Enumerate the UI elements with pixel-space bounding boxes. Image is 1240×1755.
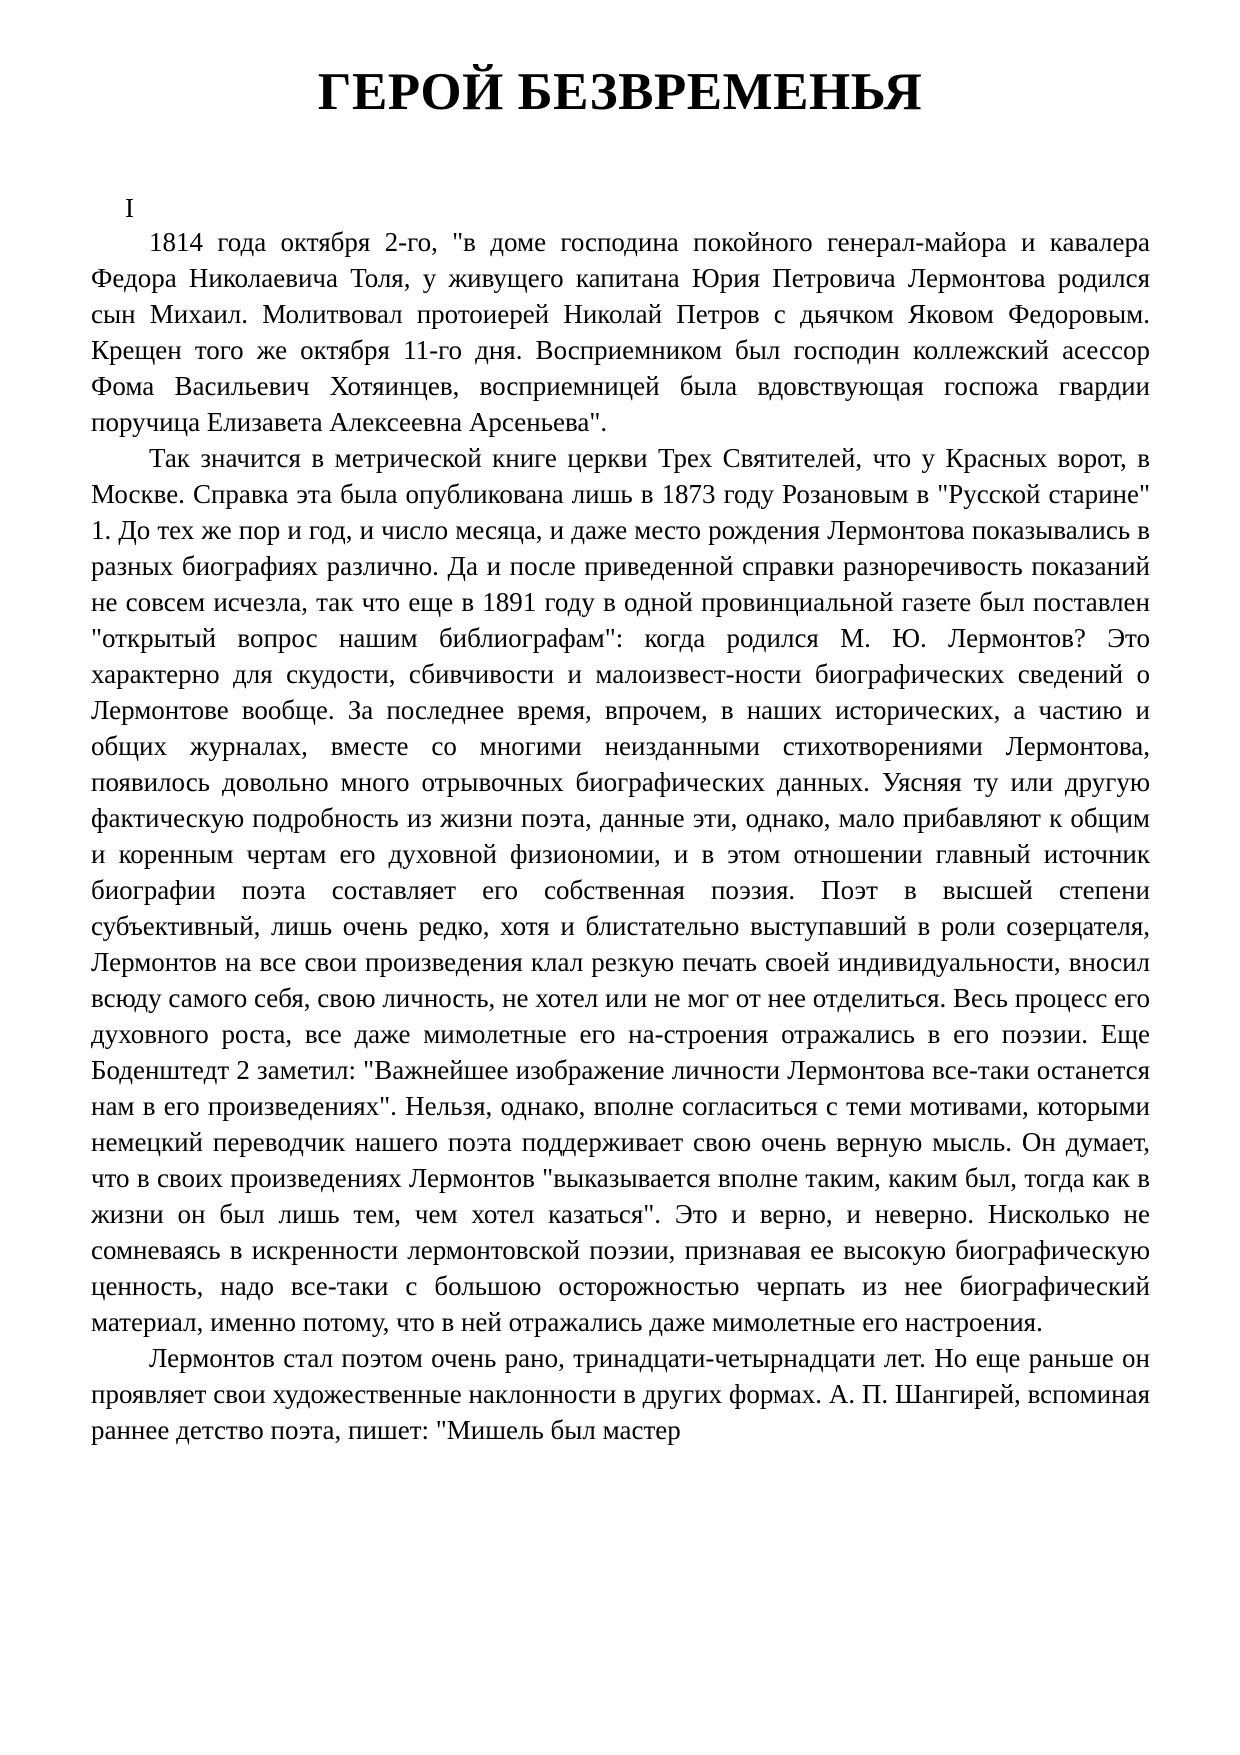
paragraph-biography-sources: Так значится в метрической книге церкви Трех Святителей, что у Красных ворот, в Москве. Справка эта была опубликована лишь в 1873 году Розановым в "Русской старине" 1. До тех же пор и год, и число месяца, и даже место рождения Лермонтова показывались в разных биографиях различно. Да и после приведенной справки разноречивость показаний не совсем исчезла, так что еще в 1891 году в одной провинциальной газете был поставлен "открытый вопрос нашим библиографам": когда родился М. Ю. Лермонтов? Это характерно для скудости, сбивчивости и малоизвест-ности биографических сведений о Лермонтове вообще. За последнее время, впрочем, в наших исторических, а частию и общих журналах, вместе со многими неизданными стихотворениями Лермонтова, появилось довольно много отрывочных биографических данных. Уясняя ту или другую фактическую подробность из жизни поэта, данные эти, однако, мало прибавляют к общим и коренным чертам его духовной физиономии, и в этом отношении главный источник биографии поэта составляет его собственная поэзия. Поэт в высшей степени субъективный, лишь очень редко, хотя и блистательно выступавший в роли созерцателя, Лермонтов на все свои произведения клал резкую печать своей индивидуальности, вносил всюду самого себя, свою личность, не хотел или не мог от нее отделиться. Весь процесс его духовного роста, все даже мимолетные его на-строения отражались в его поэзии. Еще Боденштедт 2 заметил: "Важнейшее изображение личности Лермонтова все-таки останется нам в его произведениях". Нельзя, однако, вполне согласиться с теми мотивами, которыми немецкий переводчик нашего поэта поддерживает свою очень верную мысль. Он думает, что в своих произведениях Лермонтов "выказывается вполне таким, каким был, тогда как в жизни он был лишь тем, чем хотел казаться". Это и верно, и неверно. Нисколько не сомневаясь в искренности лермонтовской поэзии, признавая ее высокую биографическую ценность, надо все-таки с большою осторожностью черпать из нее биографический материал, именно потому, что в ней отражались даже мимолетные его настроения.: [91, 443, 1150, 1337]
body-text: [91, 224, 1150, 1448]
paragraph-birth-record: 1814 года октября 2-го, "в доме господина покойного генерал-майора и кавалера Федора Николаевича Толя, у живущего капитана Юрия Петровича Лермонтова родился сын Михаил. Молитвовал протоиерей Николай Петров с дьячком Яковом Федоровым. Крещен того же октября 11-го дня. Восприемником был господин коллежский асессор Фома Васильевич Хотяинцев, восприемницей была вдовствующая госпожа гвардии поручица Елизавета Алексеевна Арсеньева".: [91, 227, 1150, 437]
paragraph-early-poet: Лермонтов стал поэтом очень рано, тринадцати-четырнадцати лет. Но еще раньше он проявляет свои художественные наклонности в других формах. А. П. Шангирей, вспоминая раннее детство поэта, пишет: "Мишель был мастер: [91, 1343, 1150, 1445]
document-title: ГЕРОЙ БЕЗВРЕМЕНЬЯ: [317, 63, 923, 121]
section-number: I: [125, 193, 134, 223]
